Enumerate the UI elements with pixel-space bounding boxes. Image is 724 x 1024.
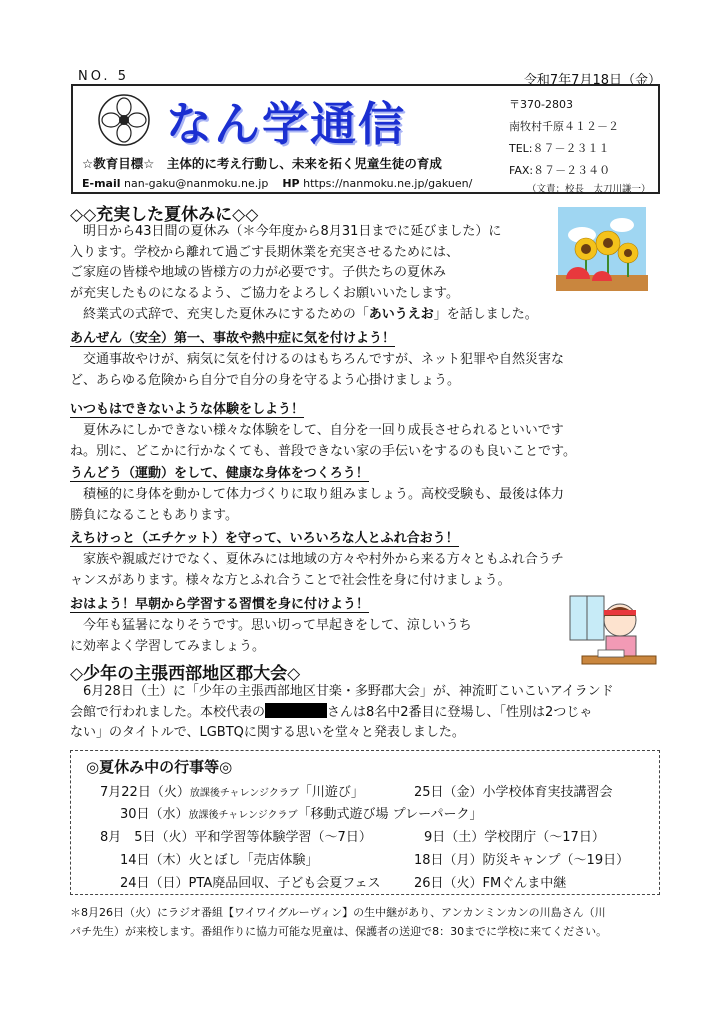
event-left-4 — [120, 849, 319, 868]
event-text: 防災キャンプ（～19日） — [482, 853, 630, 868]
telephone: TEL:８７－２３１１ — [509, 142, 610, 155]
point-title: えちけっと（エチケット）を守って、いろいろな人とふれ合おう！ — [70, 531, 459, 546]
speech-lead: 終業式の式辞で、充実した夏休みにするための「 — [83, 307, 369, 322]
point-text: 積極的に身体を動かして体力づくりに取り組みましょう。高校受験も、最後は体力 — [83, 487, 565, 502]
studying-girl-illustration — [568, 594, 660, 676]
contest-body — [70, 682, 660, 744]
event-right-4 — [414, 872, 566, 891]
speech-key: あいうえお — [368, 307, 434, 322]
sunflower-illustration — [556, 205, 648, 297]
school-address-block — [509, 94, 619, 182]
homepage-url[interactable]: https://nanmoku.ne.jp/gakuen/ — [303, 177, 473, 190]
event-left-1 — [100, 781, 364, 800]
event-right-3 — [414, 849, 629, 868]
intro-line-2: 入ります。学校から離れて過ごす長期休業を充実させるためには、 — [70, 244, 459, 260]
footnote-line-2: パチ先生）が来校します。番組作りに協力可能な児童は、保護者の送迎で8：30までに学校に来てください。 — [70, 925, 608, 938]
point-text: に効率よく学習してみましょう。 — [70, 638, 266, 654]
intro-line-4: が充実したものになるよう、ご協力をよろしくお願いいたします。 — [70, 285, 459, 301]
point-text: ど、あらゆる危険から自分で自分の身を守るよう心掛けましょう。 — [70, 372, 461, 388]
event-date: 25日（金） — [414, 785, 483, 800]
events-title: ◎夏休み中の行事等◎ — [86, 758, 233, 776]
contest-line-2b: さんは8名中2番目に登場し、「性別は2つじゃ — [327, 704, 593, 720]
contest-line-3: ない」のタイトルで、LGBTQに関する思いを堂々と発表しました。 — [70, 725, 465, 740]
event-date: 26日（火） — [414, 876, 483, 891]
event-text: PTA廃品回収、子ども会夏フェス — [188, 876, 381, 891]
contest-line-2a: 会館で行われました。本校代表の — [70, 704, 266, 720]
fax: FAX:８７－２３４０ — [509, 164, 611, 177]
event-text: 「川遊び」 — [298, 785, 364, 800]
newsletter-title: なん学通信 — [166, 97, 406, 151]
event-text: 「移動式遊び場 プレーパーク」 — [297, 807, 483, 822]
event-date: 7月22日（火） — [100, 785, 190, 800]
email-address[interactable]: nan-gaku@nanmoku.ne.jp — [124, 177, 269, 190]
postal-code: 〒370-2803 — [509, 98, 573, 111]
point-text: 勝負になることもあります。 — [70, 507, 238, 523]
point-text: ね。別に、どこかに行かなくても、普段できない家の手伝いをするのも良いことです。 — [70, 443, 576, 459]
point-i — [70, 398, 660, 462]
footnote-line-1: ＊8月26日（火）にラジオ番組【ワイワイグルーヴィン】の生中継があり、アンカンミンカンの川島さん（川 — [70, 906, 606, 919]
point-title: あんぜん（安全）第一、事故や熱中症に気を付けよう！ — [70, 331, 396, 346]
event-text: 火とぼし「売店体験」 — [188, 853, 319, 868]
point-u — [70, 462, 660, 526]
speech-line — [70, 305, 660, 326]
footnote — [70, 903, 660, 941]
event-left-3 — [100, 826, 372, 845]
event-date: 18日（月） — [414, 853, 483, 868]
issue-date: 令和7年7月18日（金） — [523, 73, 661, 88]
event-left-5 — [120, 872, 381, 891]
point-title: おはよう！早朝から学習する習慣を身に付けよう！ — [70, 597, 370, 612]
event-date: 8月 5日（火） — [100, 830, 195, 845]
point-text: 今年も猛暑になりそうです。思い切って早起きをして、涼しいうち — [83, 618, 472, 633]
contact-line — [82, 177, 472, 190]
education-goal: ☆教育目標☆ 主体的に考え行動し、未来を拓く児童生徒の育成 — [82, 156, 442, 171]
point-o — [70, 593, 570, 657]
hp-label: HP — [282, 177, 300, 190]
event-right-2 — [424, 826, 605, 845]
event-left-2 — [120, 803, 483, 822]
intro-line-3: ご家庭の皆様や地域の皆様方の力が必要です。子供たちの夏休み — [70, 265, 446, 280]
point-a — [70, 327, 660, 391]
event-right-1 — [414, 781, 613, 800]
point-e — [70, 527, 660, 591]
point-text: 交通事故やけが、病気に気を付けるのはもちろんですが、ネット犯罪や自然災害な — [83, 352, 565, 367]
email-label: E-mail — [82, 177, 121, 190]
intro-line-1: 明日から43日間の夏休み（＊今年度から8月31日までに延びました）に — [83, 224, 502, 239]
speech-tail: 」を話しました。 — [433, 307, 538, 322]
event-club: 放課後チャレンジクラブ — [188, 810, 298, 821]
event-text: 学校閉庁（～17日） — [484, 830, 605, 845]
street-address: 南牧村千原４１２－２ — [509, 120, 619, 133]
event-text: 平和学習等体験学習（～7日） — [194, 830, 372, 845]
point-title: うんどう（運動）をして、健康な身体をつくろう！ — [70, 466, 369, 481]
summer-intro — [70, 222, 550, 304]
point-text: ャンスがあります。様々な方とふれ合うことで社会性を身に付けましょう。 — [70, 572, 511, 588]
author-note: （文責：校長 太刀川謙一） — [527, 184, 651, 195]
event-date: 30日（水） — [120, 807, 189, 822]
event-date: 9日（土） — [424, 830, 485, 845]
contest-heading: ◇少年の主張西部地区郡大会◇ — [70, 664, 301, 684]
contest-line-2 — [70, 703, 660, 724]
issue-number: NO. 5 — [78, 69, 129, 84]
event-date: 24日（日） — [120, 876, 189, 891]
point-text: 夏休みにしかできない様々な体験をして、自分を一回り成長させられるといいです — [83, 423, 564, 438]
school-crest-icon — [96, 92, 152, 148]
summer-heading: ◇◇充実した夏休みに◇◇ — [70, 205, 259, 225]
event-text: 小学校体育実技講習会 — [482, 785, 613, 800]
redacted-name — [265, 703, 327, 718]
event-text: FMぐんま中継 — [482, 876, 567, 891]
point-text: 家族や親戚だけでなく、夏休みには地域の方々や村外から来る方々ともふれ合うチ — [83, 552, 564, 567]
event-club: 放課後チャレンジクラブ — [189, 788, 299, 799]
contest-line-1: 6月28日（土）に「少年の主張西部地区甘楽・多野郡大会」が、神流町こいこいアイランド — [83, 684, 614, 699]
point-title: いつもはできないような体験をしよう！ — [70, 402, 305, 417]
event-date: 14日（木） — [120, 853, 189, 868]
